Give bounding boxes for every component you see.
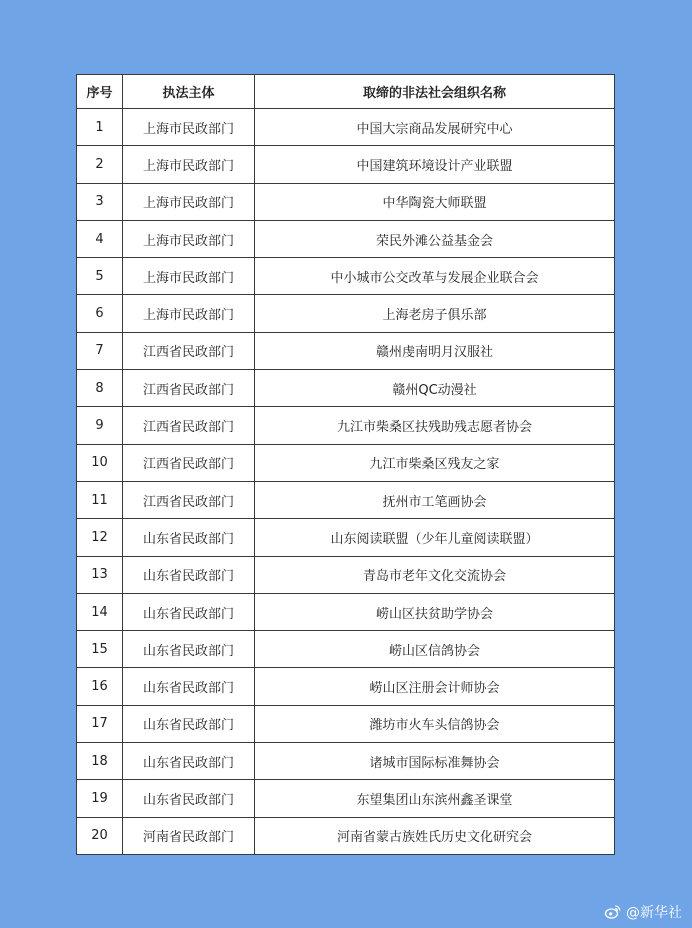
table-row (77, 183, 615, 220)
cell-index: 20 (77, 817, 123, 854)
cell-authority: 江西省民政部门 (123, 332, 255, 369)
cell-organization: 崂山区扶贫助学协会 (255, 593, 615, 630)
cell-authority: 山东省民政部门 (123, 556, 255, 593)
cell-authority: 山东省民政部门 (123, 519, 255, 556)
cell-organization: 崂山区注册会计师协会 (255, 668, 615, 705)
cell-authority: 山东省民政部门 (123, 780, 255, 817)
cell-index: 6 (77, 295, 123, 332)
cell-organization: 崂山区信鸽协会 (255, 631, 615, 668)
cell-authority: 上海市民政部门 (123, 220, 255, 257)
cell-index: 16 (77, 668, 123, 705)
cell-organization: 中国大宗商品发展研究中心 (255, 109, 615, 146)
cell-organization: 青岛市老年文化交流协会 (255, 556, 615, 593)
cell-organization: 抚州市工笔画协会 (255, 481, 615, 518)
table-row (77, 593, 615, 630)
table-row (77, 631, 615, 668)
cell-organization: 九江市柴桑区扶残助残志愿者协会 (255, 407, 615, 444)
document-sheet (76, 74, 614, 854)
cell-organization: 中小城市公交改革与发展企业联合会 (255, 258, 615, 295)
cell-authority: 江西省民政部门 (123, 407, 255, 444)
table-row (77, 817, 615, 854)
cell-organization: 河南省蒙古族姓氏历史文化研究会 (255, 817, 615, 854)
cell-authority: 上海市民政部门 (123, 258, 255, 295)
header-organization: 取缔的非法社会组织名称 (255, 75, 615, 109)
cell-index: 17 (77, 705, 123, 742)
table-header-row (77, 75, 615, 109)
cell-index: 9 (77, 407, 123, 444)
table-row (77, 481, 615, 518)
table-row (77, 220, 615, 257)
cell-authority: 山东省民政部门 (123, 593, 255, 630)
table-row (77, 332, 615, 369)
cell-index: 15 (77, 631, 123, 668)
cell-authority: 山东省民政部门 (123, 668, 255, 705)
table-row (77, 556, 615, 593)
cell-authority: 河南省民政部门 (123, 817, 255, 854)
cell-authority: 江西省民政部门 (123, 444, 255, 481)
cell-authority: 山东省民政部门 (123, 705, 255, 742)
cell-authority: 江西省民政部门 (123, 481, 255, 518)
header-authority: 执法主体 (123, 75, 255, 109)
watermark-text: @新华社 (626, 905, 682, 921)
cell-index: 13 (77, 556, 123, 593)
illegal-organizations-table (76, 74, 615, 855)
cell-index: 2 (77, 146, 123, 183)
cell-index: 12 (77, 519, 123, 556)
cell-index: 14 (77, 593, 123, 630)
cell-organization: 荣民外滩公益基金会 (255, 220, 615, 257)
cell-organization: 山东阅读联盟（少年儿童阅读联盟） (255, 519, 615, 556)
cell-authority: 上海市民政部门 (123, 146, 255, 183)
cell-organization: 诸城市国际标准舞协会 (255, 743, 615, 780)
cell-index: 5 (77, 258, 123, 295)
cell-organization: 九江市柴桑区残友之家 (255, 444, 615, 481)
cell-authority: 上海市民政部门 (123, 183, 255, 220)
cell-index: 1 (77, 109, 123, 146)
cell-index: 7 (77, 332, 123, 369)
cell-index: 4 (77, 220, 123, 257)
table-row (77, 407, 615, 444)
header-index: 序号 (77, 75, 123, 109)
table-row (77, 370, 615, 407)
cell-index: 18 (77, 743, 123, 780)
cell-organization: 东望集团山东滨州鑫圣课堂 (255, 780, 615, 817)
watermark (604, 902, 682, 922)
cell-index: 3 (77, 183, 123, 220)
table-row (77, 146, 615, 183)
cell-organization: 潍坊市火车头信鸽协会 (255, 705, 615, 742)
cell-index: 11 (77, 481, 123, 518)
table-row (77, 109, 615, 146)
weibo-icon (604, 903, 622, 921)
cell-authority: 上海市民政部门 (123, 109, 255, 146)
cell-authority: 山东省民政部门 (123, 743, 255, 780)
cell-index: 8 (77, 370, 123, 407)
cell-authority: 江西省民政部门 (123, 370, 255, 407)
table-row (77, 705, 615, 742)
cell-organization: 中国建筑环境设计产业联盟 (255, 146, 615, 183)
table-row (77, 780, 615, 817)
table-row (77, 668, 615, 705)
table-row (77, 519, 615, 556)
cell-organization: 中华陶瓷大师联盟 (255, 183, 615, 220)
cell-organization: 赣州QC动漫社 (255, 370, 615, 407)
cell-authority: 上海市民政部门 (123, 295, 255, 332)
cell-index: 19 (77, 780, 123, 817)
table-row (77, 295, 615, 332)
cell-authority: 山东省民政部门 (123, 631, 255, 668)
cell-index: 10 (77, 444, 123, 481)
cell-organization: 上海老房子俱乐部 (255, 295, 615, 332)
table-row (77, 444, 615, 481)
table-row (77, 743, 615, 780)
table-row (77, 258, 615, 295)
cell-organization: 赣州虔南明月汉服社 (255, 332, 615, 369)
